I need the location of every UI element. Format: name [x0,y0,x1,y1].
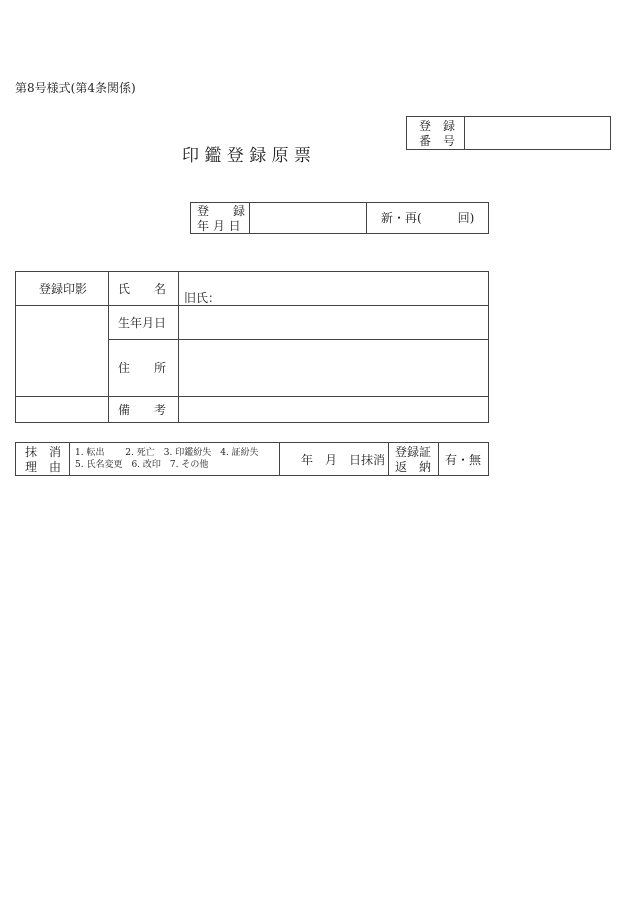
new-re-count: 新・再( 回) [381,211,475,225]
seal-header: 登録印影 [39,282,88,296]
birthdate-label: 生年月日 [118,316,167,330]
registration-date-label-1: 登 録 [197,204,246,218]
cancel-reason-label-2: 理 由 [25,460,62,474]
cancel-date: 年 月 日抹消 [301,453,386,467]
cancel-reasons-line-2: 5. 氏名変更 6. 改印 7. その他 [75,460,209,470]
registration-date-label-2: 年 月 日 [197,219,241,233]
cancel-reasons-line-1: 1. 転出 2. 死亡 3. 印鑑紛失 4. 証紛失 [75,448,259,458]
former-name-label: 旧氏： [184,291,221,305]
cert-return-label-1: 登録証 [395,445,432,459]
cert-return-label-2: 返 納 [395,460,432,474]
address-label: 住 所 [118,361,167,375]
cancel-reason-label-1: 抹 消 [25,445,62,459]
registration-number-label-2: 番 号 [419,134,456,148]
yes-no-choice: 有・無 [445,453,482,467]
form-number: 第8号様式(第4条関係) [15,81,136,95]
remarks-label: 備 考 [118,403,167,417]
registration-number-label-1: 登 録 [419,119,456,133]
name-label: 氏 名 [118,282,167,296]
page-title: 印 鑑 登 録 原 票 [182,146,312,166]
